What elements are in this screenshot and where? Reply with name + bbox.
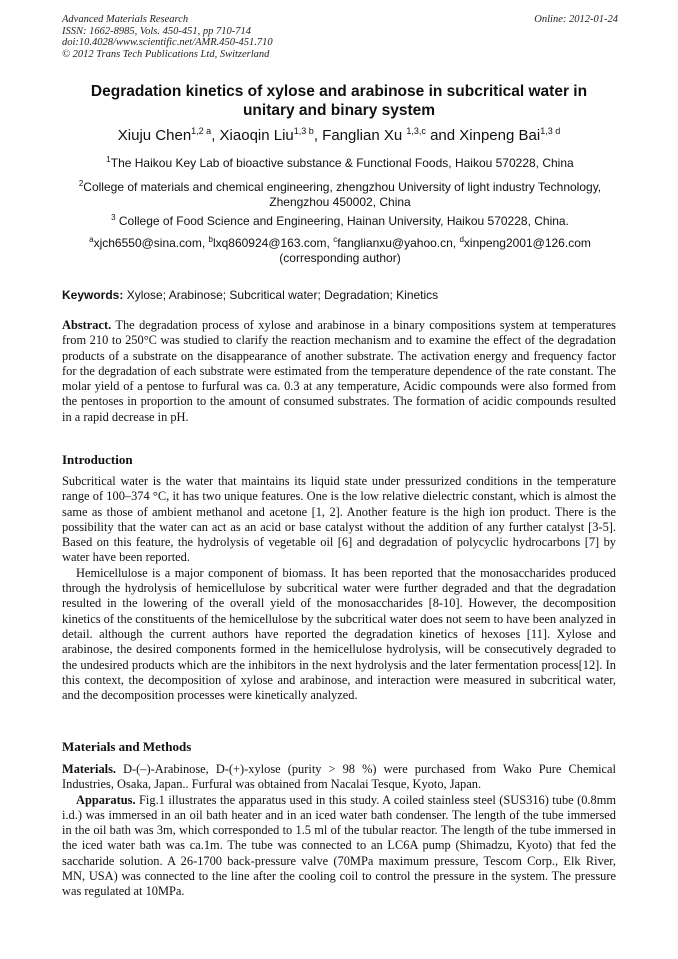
section-heading-introduction: Introduction bbox=[62, 452, 133, 467]
author-separator: , bbox=[211, 127, 220, 144]
email-sup: c bbox=[333, 235, 338, 244]
author-emails bbox=[60, 236, 620, 266]
journal-header bbox=[62, 14, 618, 60]
affiliation-1 bbox=[60, 156, 620, 171]
keywords-label: Keywords: bbox=[62, 288, 124, 302]
doi-line: doi:10.4028/www.scientific.net/AMR.450-451.710 bbox=[62, 37, 273, 48]
materials-text: D-(–)-Arabinose, D-(+)-xylose (purity > 98 %) were purchased from Wako Pure Chemical Industries, Osaka, Japan.. Furfural was obtained from Nacalai Tesque, Kyoto, Japan. bbox=[62, 762, 616, 792]
author-sup: 1,3,c bbox=[406, 126, 426, 136]
affiliation-text: College of materials and chemical engineering, zhengzhou University of light industry Technology, Zhengzhou 450002, China bbox=[83, 180, 602, 209]
affiliation-3 bbox=[60, 214, 620, 229]
apparatus-paragraph bbox=[62, 793, 616, 900]
materials-label: Materials. bbox=[62, 762, 117, 776]
introduction-body bbox=[62, 474, 616, 703]
affiliation-sup: 2 bbox=[78, 179, 84, 188]
online-date: Online: 2012-01-24 bbox=[534, 14, 618, 25]
email-link[interactable]: lxq860924@163.com, bbox=[212, 236, 334, 250]
author-sup: 1,3 b bbox=[293, 126, 314, 136]
apparatus-label: Apparatus. bbox=[76, 792, 136, 807]
email-sup: a bbox=[89, 235, 94, 244]
copyright-line: © 2012 Trans Tech Publications Ltd, Switzerland bbox=[62, 48, 270, 60]
materials-paragraph bbox=[62, 762, 616, 793]
intro-paragraph-1: Subcritical water is the water that maintains its liquid state under pressurized conditions in the temperature range of 100–374 °C, it has two unique features. One is the low relative dielectric constant, which is almost the same as those of ambient methanol and acetone [1, 2]. Another feature is the high ion product. There is the possibility that the water can act as an acid or base catalyst without the addition of any further catalyst [3-5]. Based on this feature, the hydrolysis of vegetable oil [6] and degradation of polycyclic hydrocarbons [7] by water have been reported. bbox=[62, 474, 616, 565]
affiliation-text: The Haikou Key Lab of bioactive substance & Functional Foods, Haikou 570228, China bbox=[110, 156, 574, 170]
section-heading-methods: Materials and Methods bbox=[62, 739, 192, 754]
affiliation-text: College of Food Science and Engineering, Hainan University, Haikou 570228, China. bbox=[115, 214, 569, 228]
issn-line: ISSN: 1662-8985, Vols. 450-451, pp 710-714 bbox=[62, 25, 251, 37]
email-link[interactable]: xinpeng2001@126.com bbox=[463, 236, 591, 250]
apparatus-text: Fig.1 illustrates the apparatus used in this study. A coiled stainless steel (SUS316) tube (0.8mm i.d.) was immersed in an oil bath heater and in an iced water bath condenser. The length of the tube immersed in the oil bath was 3m, which corresponded to 1.5 ml of the tubular reactor. The length of the tube immersed in the iced water bath was ca.1m. The tube was connected to an LC6A pump (Shimadzu, Kyoto) that fed the saccharide solution. A 26-1700 back-pressure valve (70MPa maximum pressure, Tescom Corp., Elk River, MN, USA) was connected to the line after the cooling coil to control the pressure in the system. The pressure was regulated at 10MPa. bbox=[62, 792, 616, 899]
author-sup: 1,3 d bbox=[540, 126, 561, 136]
abstract-label: Abstract. bbox=[62, 318, 112, 332]
keywords-text: Xylose; Arabinose; Subcritical water; Degradation; Kinetics bbox=[123, 288, 439, 302]
journal-name: Advanced Materials Research bbox=[62, 14, 189, 25]
abstract-text: The degradation process of xylose and arabinose in a binary compositions system at temperatures from 210 to 250°C was studied to clarify the reaction mechanism and to examine the effect of the degradation products of a substrate on the disappearance of another substrate. The activation energy and frequency factor for the degradation of each substrate were estimated from the temperature dependence of the rate constant. The molar yield of a pentose to furfural was ca. 0.3 at any temperature, Acidic compounds were also formed from the pentoses in proportion to the amount of consumed substrates. The formation of acidic compounds resulted in a rapid decrease in pH. bbox=[62, 318, 616, 424]
keywords bbox=[62, 288, 618, 303]
author-name: Xiaoqin Liu bbox=[219, 127, 294, 144]
email-sup: d bbox=[459, 235, 464, 244]
author-separator: and bbox=[425, 127, 460, 144]
email-link[interactable]: xjch6550@sina.com, bbox=[93, 236, 209, 250]
intro-paragraph-2: Hemicellulose is a major component of biomass. It has been reported that the monosaccharides produced through the hydrolysis of hemicellulose by subcritical water were further degraded and that the degradation resulted in the lowering of the overall yield of the monosaccharides [8-10]. However, the decomposition kinetics of the constituents of the hemicellulose by the subcritical water does not seem to have been analyzed in detail. although the current authors have reported the degradation kinetics of hexoses [11]. Xylose and arabinose, the desired components formed in the hemicellulose hydrolysis, will be consecutively degraded to the undesired products which are the inhibitors in the next hydrolysis and the later fermentation process[12]. In this context, the decomposition of xylose and arabinose, and interaction were measured in subcritical water, and the decomposition processes were kinetically analyzed. bbox=[62, 565, 616, 703]
author-sup: 1,2 a bbox=[191, 126, 212, 136]
author-separator: , bbox=[313, 127, 323, 144]
corresponding-note: (corresponding author) bbox=[279, 251, 401, 265]
abstract bbox=[62, 318, 616, 425]
email-sup: b bbox=[208, 235, 213, 244]
affiliation-2 bbox=[60, 180, 620, 210]
affiliation-sup: 3 bbox=[111, 213, 116, 222]
email-link[interactable]: fanglianxu@yahoo.cn, bbox=[337, 236, 460, 250]
author-name: Xiuju Chen bbox=[117, 127, 192, 144]
paper-title: Degradation kinetics of xylose and arabinose in subcritical water in unitary and binary system bbox=[90, 83, 588, 119]
author-name: Fanglian Xu bbox=[322, 127, 403, 144]
methods-body bbox=[62, 762, 616, 900]
affiliation-sup: 1 bbox=[106, 155, 111, 164]
author-list bbox=[64, 127, 614, 145]
author-name: Xinpeng Bai bbox=[459, 127, 541, 144]
